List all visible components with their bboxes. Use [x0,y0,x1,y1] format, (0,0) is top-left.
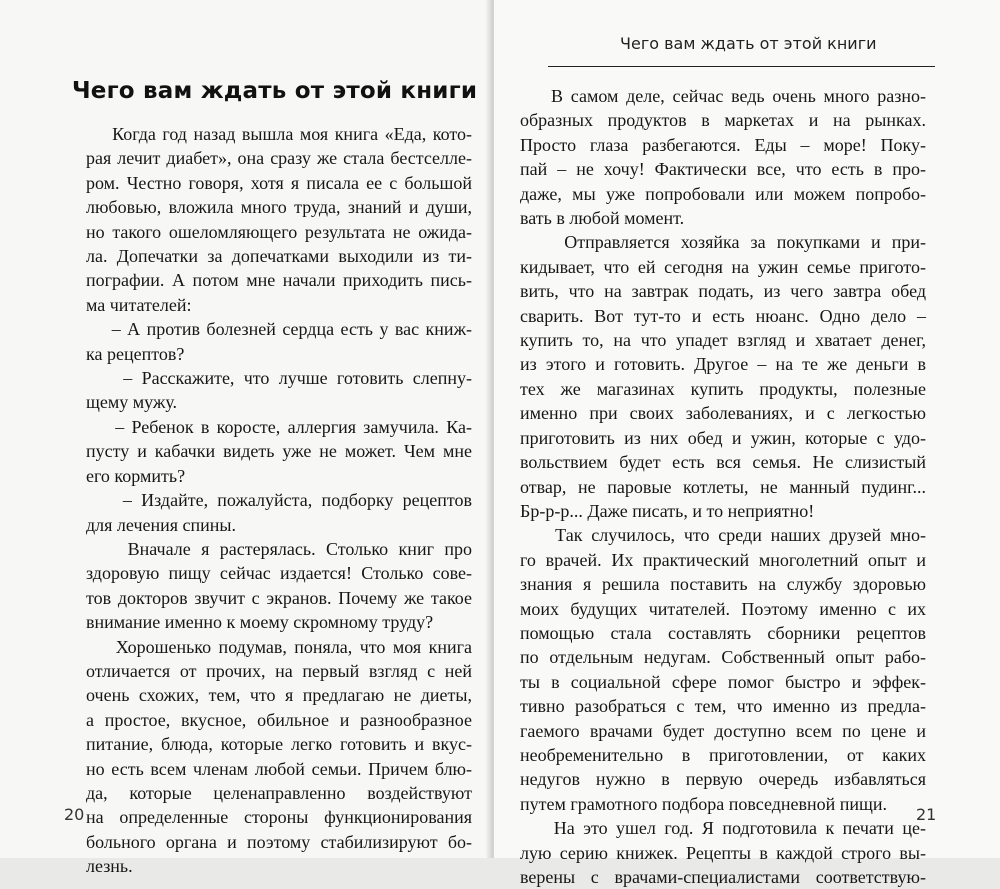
text-line: пусту и кабачки видеть уже не может. Чем мне [86,441,472,462]
text-line: приготовить из них обед и ужин, которые с удо- [520,427,926,448]
text-line: Отправляется хозяйка за покупками и при- [520,232,926,253]
text-line: щему мужу. [86,392,178,413]
text-line: Вначале я растерялась. Столько книг про [86,538,472,559]
text-line: На это ушел год. Я подготовила к печати це- [520,818,926,839]
text-line: для лечения спины. [86,514,237,535]
text-line: тивно разобраться с тем, что именно из предла- [520,696,926,717]
text-line: ты в социальной сфере помог быстро и эффек- [520,671,926,692]
text-line: вольствием будет есть вся семья. Не слизистый [520,452,926,473]
page-number-left: 20 [64,805,85,824]
text-line: здоровую пищу сейчас издается! Столько сове- [86,563,472,584]
text-line: внимание именно к моему скромному труду? [86,612,434,633]
text-line: помощью стала составлять сборники рецептов [520,622,926,643]
text-line: по отдельным недугам. Собственный опыт рабо- [520,647,926,668]
text-line: Просто глаза разбегаются. Еды – море! Поку- [520,134,926,155]
text-line: В самом деле, сейчас ведь очень много разно- [520,86,926,106]
text-line: ла. Допечатки за допечатками выходили из ти- [86,246,472,267]
text-line: вать в любой момент. [520,208,685,229]
text-line: образных продуктов в маркетах и на рынках. [520,110,926,131]
text-line: Так случилось, что среди наших друзей мно- [520,525,926,546]
text-line: именно при своих заболеваниях, и с легкостью [520,403,926,424]
text-line: на определенные стороны функционирования [86,807,472,828]
text-line: из этого и готовить. Другое – на те же деньги в [520,354,926,375]
text-line: но такого ошеломляющего результата не ожида- [86,221,472,242]
text-line: даже, мы уже попробовали или можем попробо- [520,183,926,204]
text-line: лезнь. [86,856,133,877]
text-line: пографии. А потом мне начали приходить пись- [86,270,472,291]
left-page [0,0,490,877]
text-line: недугов нужно в первую очередь избавляться [520,769,926,790]
text-line: ром. Честно говоря, хотя я писала ее с большой [86,172,472,193]
page-number-right: 21 [916,805,937,824]
text-line: Когда год назад вышла моя книга «Еда, кото- [86,124,472,144]
text-line: моих будущих читателей. Поэтому именно с их [520,598,926,619]
text-line: верены с врачами-специалистами соответствую- [520,867,926,887]
text-line: Бр-р-р... Даже писать, и то неприятно! [520,500,815,521]
text-line: ма читателей: [86,294,192,315]
header-rule [548,66,935,67]
left-page-body [86,122,472,879]
text-line: тов докторов звучит с экранов. Почему же такое [86,587,472,608]
text-line: Хорошенько подумав, поняла, что моя книга [86,636,472,657]
text-line: любовью, вложила много труда, знаний и души, [86,197,472,218]
running-header: Чего вам ждать от этой книги [620,34,877,53]
text-line: да, которые целенаправленно воздействуют [86,782,472,803]
text-line: – Издайте, пожалуйста, подборку рецептов [86,490,472,511]
text-line: вить, что на завтрак подать, из чего завтра обед [520,281,926,302]
text-line: пай – не хочу! Фактически все, что есть в про- [520,159,926,180]
text-line: лую серию книжек. Рецепты в каждой строго вы- [520,842,926,863]
text-line: рая лечит диабет», она сразу же стала бестселле- [86,148,472,169]
text-line: питание, блюда, которые легко готовить и вкус- [86,734,472,755]
text-line: сварить. Вот тут-то и есть нюанс. Одно дело – [520,305,926,326]
text-line: больного органа и поэтому стабилизируют бо- [86,831,472,852]
text-line: го врачей. Их практический многолетний опыт и [520,549,926,570]
text-line: очень схожих, тем, что я предлагаю не диеты, [86,685,472,706]
text-line: его кормить? [86,465,186,486]
right-page-body [520,84,926,889]
text-line: тех же магазинах купить продукты, полезные [520,378,926,399]
text-line: кидывает, что ей сегодня на ужин семье пригото- [520,256,926,277]
text-line: гаемого врачами будет доступно всем по цене и [520,720,926,741]
text-line: – Расскажите, что лучше готовить слепну- [86,368,472,389]
text-line: необременительно в приготовлении, от каких [520,744,926,765]
chapter-title: Чего вам ждать от этой книги [72,78,478,104]
text-line: а простое, вкусное, обильное и разнообразное [86,709,472,730]
text-line: купить то, на что упадет взгляд и хватает денег, [520,330,926,351]
text-line: – А против болезней сердца есть у вас книж- [86,319,472,340]
text-line: – Ребенок в коросте, аллергия замучила. Ка- [86,416,472,437]
text-line: но есть всем членам любой семьи. Причем блю- [86,758,472,779]
text-line: отвар, не паровые котлеты, не манный пудинг... [520,476,926,497]
text-line: знания я решила поставить на службу здоровью [520,574,926,595]
text-line: ка рецептов? [86,343,185,364]
text-line: путем грамотного подбора повседневной пищи. [520,793,888,814]
text-line: отличается от прочих, на первый взгляд с ней [86,660,472,681]
